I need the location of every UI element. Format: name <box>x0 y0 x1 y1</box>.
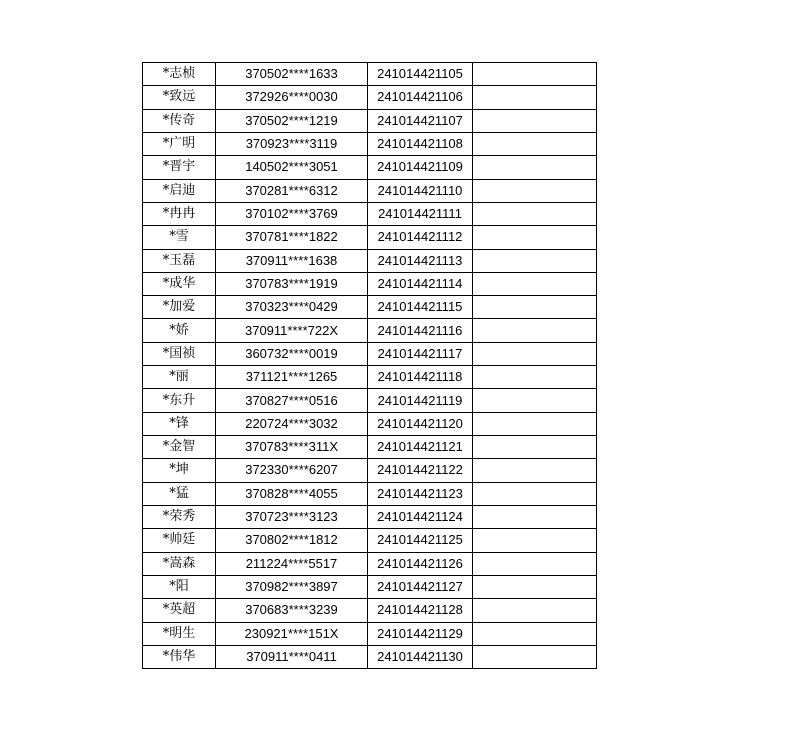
serial-number-cell: 241014421116 <box>368 319 473 342</box>
table-row <box>143 459 597 482</box>
name-cell: *晋宇 <box>143 156 216 179</box>
remarks-cell <box>473 132 597 155</box>
name-cell: *金智 <box>143 436 216 459</box>
name-cell: *阳 <box>143 575 216 598</box>
remarks-cell <box>473 319 597 342</box>
serial-number-cell: 241014421111 <box>368 202 473 225</box>
name-cell: *冉冉 <box>143 202 216 225</box>
id-number-cell: 371121****1265 <box>216 366 368 389</box>
id-number-cell: 370502****1219 <box>216 109 368 132</box>
table-row <box>143 599 597 622</box>
table-row <box>143 202 597 225</box>
serial-number-cell: 241014421118 <box>368 366 473 389</box>
name-cell: *明生 <box>143 622 216 645</box>
id-number-cell: 370783****1919 <box>216 272 368 295</box>
serial-number-cell: 241014421119 <box>368 389 473 412</box>
remarks-cell <box>473 342 597 365</box>
serial-number-cell: 241014421127 <box>368 575 473 598</box>
table-row <box>143 529 597 552</box>
name-cell: *荣秀 <box>143 505 216 528</box>
serial-number-cell: 241014421121 <box>368 436 473 459</box>
id-number-cell: 370911****0411 <box>216 645 368 668</box>
name-cell: *广明 <box>143 132 216 155</box>
serial-number-cell: 241014421125 <box>368 529 473 552</box>
id-number-cell: 370923****3119 <box>216 132 368 155</box>
serial-number-cell: 241014421113 <box>368 249 473 272</box>
name-cell: *致远 <box>143 86 216 109</box>
remarks-cell <box>473 622 597 645</box>
id-number-cell: 370827****0516 <box>216 389 368 412</box>
serial-number-cell: 241014421129 <box>368 622 473 645</box>
remarks-cell <box>473 505 597 528</box>
id-number-cell: 370683****3239 <box>216 599 368 622</box>
remarks-cell <box>473 109 597 132</box>
name-cell: *加爱 <box>143 296 216 319</box>
table-row <box>143 482 597 505</box>
table-row <box>143 575 597 598</box>
serial-number-cell: 241014421108 <box>368 132 473 155</box>
name-cell: *国祯 <box>143 342 216 365</box>
serial-number-cell: 241014421123 <box>368 482 473 505</box>
id-number-cell: 140502****3051 <box>216 156 368 179</box>
name-cell: *伟华 <box>143 645 216 668</box>
table-row <box>143 179 597 202</box>
name-cell: *娇 <box>143 319 216 342</box>
name-cell: *玉磊 <box>143 249 216 272</box>
id-number-cell: 370281****6312 <box>216 179 368 202</box>
remarks-cell <box>473 482 597 505</box>
name-cell: *嵩森 <box>143 552 216 575</box>
id-number-cell: 220724****3032 <box>216 412 368 435</box>
serial-number-cell: 241014421109 <box>368 156 473 179</box>
serial-number-cell: 241014421128 <box>368 599 473 622</box>
serial-number-cell: 241014421115 <box>368 296 473 319</box>
remarks-cell <box>473 459 597 482</box>
remarks-cell <box>473 179 597 202</box>
id-number-cell: 370502****1633 <box>216 63 368 86</box>
id-number-cell: 370781****1822 <box>216 226 368 249</box>
id-number-cell: 370723****3123 <box>216 505 368 528</box>
serial-number-cell: 241014421124 <box>368 505 473 528</box>
table-row <box>143 436 597 459</box>
name-cell: *帅廷 <box>143 529 216 552</box>
serial-number-cell: 241014421112 <box>368 226 473 249</box>
remarks-cell <box>473 552 597 575</box>
table-row <box>143 109 597 132</box>
remarks-cell <box>473 389 597 412</box>
name-cell: *志桢 <box>143 63 216 86</box>
serial-number-cell: 241014421114 <box>368 272 473 295</box>
serial-number-cell: 241014421122 <box>368 459 473 482</box>
id-number-cell: 360732****0019 <box>216 342 368 365</box>
table-row <box>143 366 597 389</box>
serial-number-cell: 241014421110 <box>368 179 473 202</box>
id-number-cell: 230921****151X <box>216 622 368 645</box>
roster-table <box>142 62 597 669</box>
id-number-cell: 370783****311X <box>216 436 368 459</box>
name-cell: *英超 <box>143 599 216 622</box>
name-cell: *成华 <box>143 272 216 295</box>
id-number-cell: 370982****3897 <box>216 575 368 598</box>
table-row <box>143 272 597 295</box>
id-number-cell: 211224****5517 <box>216 552 368 575</box>
table-row <box>143 132 597 155</box>
remarks-cell <box>473 249 597 272</box>
table-row <box>143 342 597 365</box>
table-row <box>143 412 597 435</box>
name-cell: *坤 <box>143 459 216 482</box>
remarks-cell <box>473 599 597 622</box>
name-cell: *传奇 <box>143 109 216 132</box>
serial-number-cell: 241014421106 <box>368 86 473 109</box>
name-cell: *雪 <box>143 226 216 249</box>
id-number-cell: 370102****3769 <box>216 202 368 225</box>
id-number-cell: 370323****0429 <box>216 296 368 319</box>
serial-number-cell: 241014421120 <box>368 412 473 435</box>
name-cell: *丽 <box>143 366 216 389</box>
remarks-cell <box>473 156 597 179</box>
remarks-cell <box>473 645 597 668</box>
table-row <box>143 226 597 249</box>
id-number-cell: 370911****1638 <box>216 249 368 272</box>
table-row <box>143 622 597 645</box>
table-row <box>143 249 597 272</box>
table-row <box>143 319 597 342</box>
remarks-cell <box>473 436 597 459</box>
name-cell: *锋 <box>143 412 216 435</box>
remarks-cell <box>473 296 597 319</box>
id-number-cell: 372926****0030 <box>216 86 368 109</box>
id-number-cell: 370911****722X <box>216 319 368 342</box>
serial-number-cell: 241014421107 <box>368 109 473 132</box>
remarks-cell <box>473 366 597 389</box>
remarks-cell <box>473 575 597 598</box>
table-row <box>143 389 597 412</box>
remarks-cell <box>473 63 597 86</box>
id-number-cell: 370828****4055 <box>216 482 368 505</box>
serial-number-cell: 241014421105 <box>368 63 473 86</box>
table-row <box>143 63 597 86</box>
remarks-cell <box>473 412 597 435</box>
remarks-cell <box>473 272 597 295</box>
name-cell: *东升 <box>143 389 216 412</box>
table-row <box>143 552 597 575</box>
serial-number-cell: 241014421130 <box>368 645 473 668</box>
serial-number-cell: 241014421117 <box>368 342 473 365</box>
roster-table-body <box>143 63 597 669</box>
name-cell: *猛 <box>143 482 216 505</box>
table-row <box>143 505 597 528</box>
table-row <box>143 645 597 668</box>
table-row <box>143 86 597 109</box>
remarks-cell <box>473 529 597 552</box>
remarks-cell <box>473 202 597 225</box>
name-cell: *启迪 <box>143 179 216 202</box>
serial-number-cell: 241014421126 <box>368 552 473 575</box>
remarks-cell <box>473 86 597 109</box>
table-row <box>143 156 597 179</box>
id-number-cell: 372330****6207 <box>216 459 368 482</box>
table-row <box>143 296 597 319</box>
remarks-cell <box>473 226 597 249</box>
id-number-cell: 370802****1812 <box>216 529 368 552</box>
